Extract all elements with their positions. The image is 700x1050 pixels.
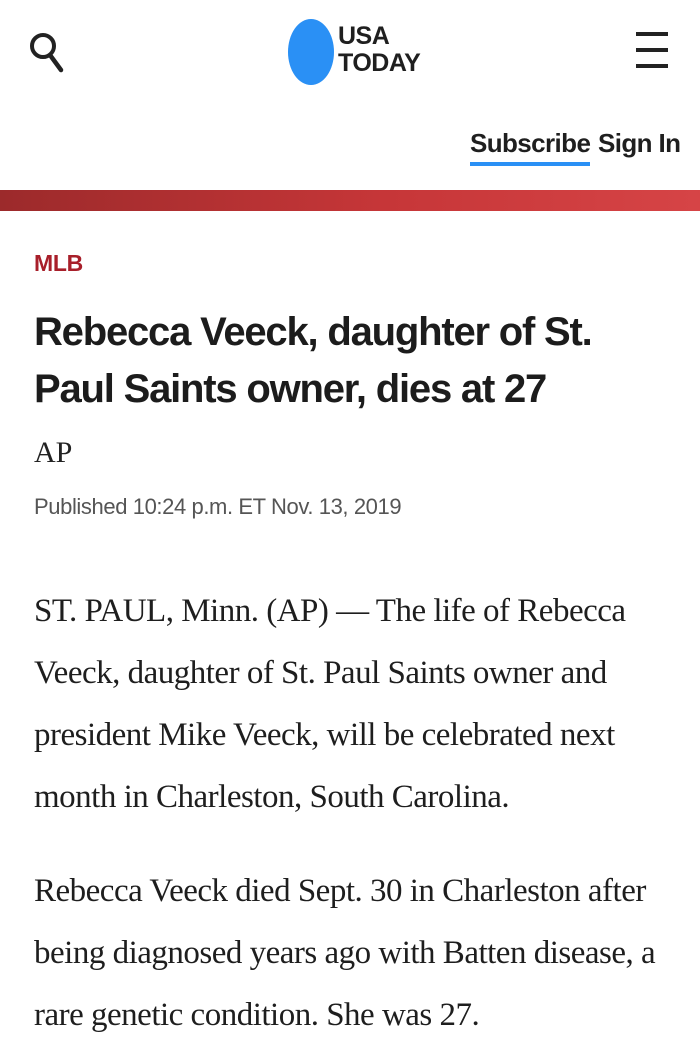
article-paragraph: ST. PAUL, Minn. (AP) — The life of Rebecca Veeck, daughter of St. Paul Saints owner and president Mike Veeck, will be celebrated next month in Charleston, South Carolina.	[34, 593, 626, 815]
hamburger-menu-icon[interactable]	[636, 30, 670, 72]
search-button[interactable]	[28, 28, 68, 76]
subscribe-link[interactable]: Subscribe	[470, 128, 590, 166]
usa-today-logo[interactable]	[288, 19, 428, 87]
section-label[interactable]: MLB	[34, 250, 83, 276]
section-color-bar	[0, 190, 700, 211]
logo-wordmark	[338, 23, 420, 77]
menu-line	[636, 48, 668, 52]
sign-in-link[interactable]: Sign In	[598, 128, 681, 158]
menu-line	[636, 32, 668, 36]
menu-line	[636, 64, 668, 68]
logo-circle-icon	[288, 19, 334, 85]
article-byline: AP	[34, 436, 73, 469]
account-links	[0, 128, 700, 172]
article-headline: Rebecca Veeck, daughter of St. Paul Saints owner, dies at 27	[34, 310, 592, 411]
site-header	[0, 0, 700, 110]
search-icon[interactable]	[28, 28, 68, 76]
article-paragraph: Rebecca Veeck died Sept. 30 in Charleston after being diagnosed years ago with Batten disease, a rare genetic condition. She was 27.	[34, 873, 656, 1033]
logo-line-1: USA	[338, 22, 390, 50]
published-timestamp: Published 10:24 p.m. ET Nov. 13, 2019	[34, 494, 402, 519]
logo-line-2: TODAY	[338, 49, 421, 77]
